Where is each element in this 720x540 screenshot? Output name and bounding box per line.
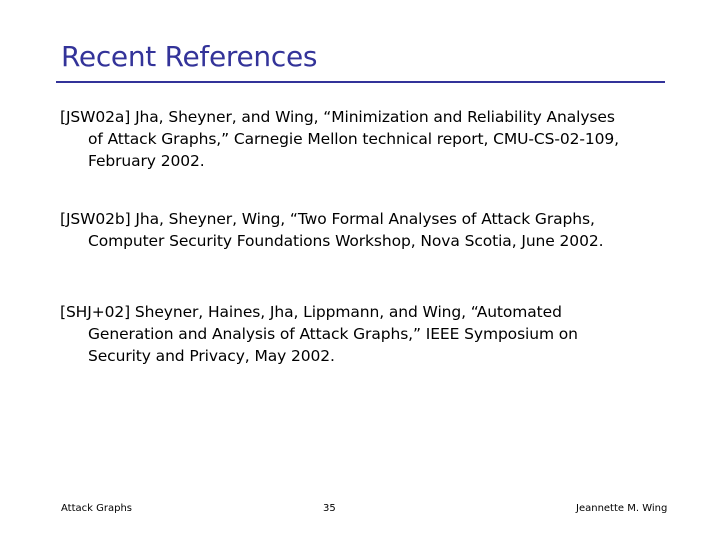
- slide-title: Recent References: [61, 40, 318, 73]
- reference-jsw02b: [60, 208, 680, 252]
- reference-line: of Attack Graphs,” Carnegie Mellon technical report, CMU-CS-02-109,: [88, 130, 619, 148]
- reference-line: February 2002.: [88, 152, 205, 170]
- reference-shj02: [60, 301, 680, 367]
- reference-line: Generation and Analysis of Attack Graphs,” IEEE Symposium on: [88, 325, 578, 343]
- title-divider: [56, 81, 665, 83]
- footer-page-number: 35: [323, 503, 336, 514]
- reference-line: Security and Privacy, May 2002.: [88, 347, 335, 365]
- reference-line: [JSW02a] Jha, Sheyner, and Wing, “Minimization and Reliability Analyses: [60, 108, 615, 126]
- reference-jsw02a: [60, 106, 680, 172]
- footer-presentation-title: Attack Graphs: [61, 503, 132, 514]
- footer-author: Jeannette M. Wing: [576, 503, 668, 514]
- reference-line: Computer Security Foundations Workshop, Nova Scotia, June 2002.: [88, 232, 604, 250]
- reference-line: [JSW02b] Jha, Sheyner, Wing, “Two Formal Analyses of Attack Graphs,: [60, 210, 595, 228]
- reference-line: [SHJ+02] Sheyner, Haines, Jha, Lippmann, and Wing, “Automated: [60, 303, 562, 321]
